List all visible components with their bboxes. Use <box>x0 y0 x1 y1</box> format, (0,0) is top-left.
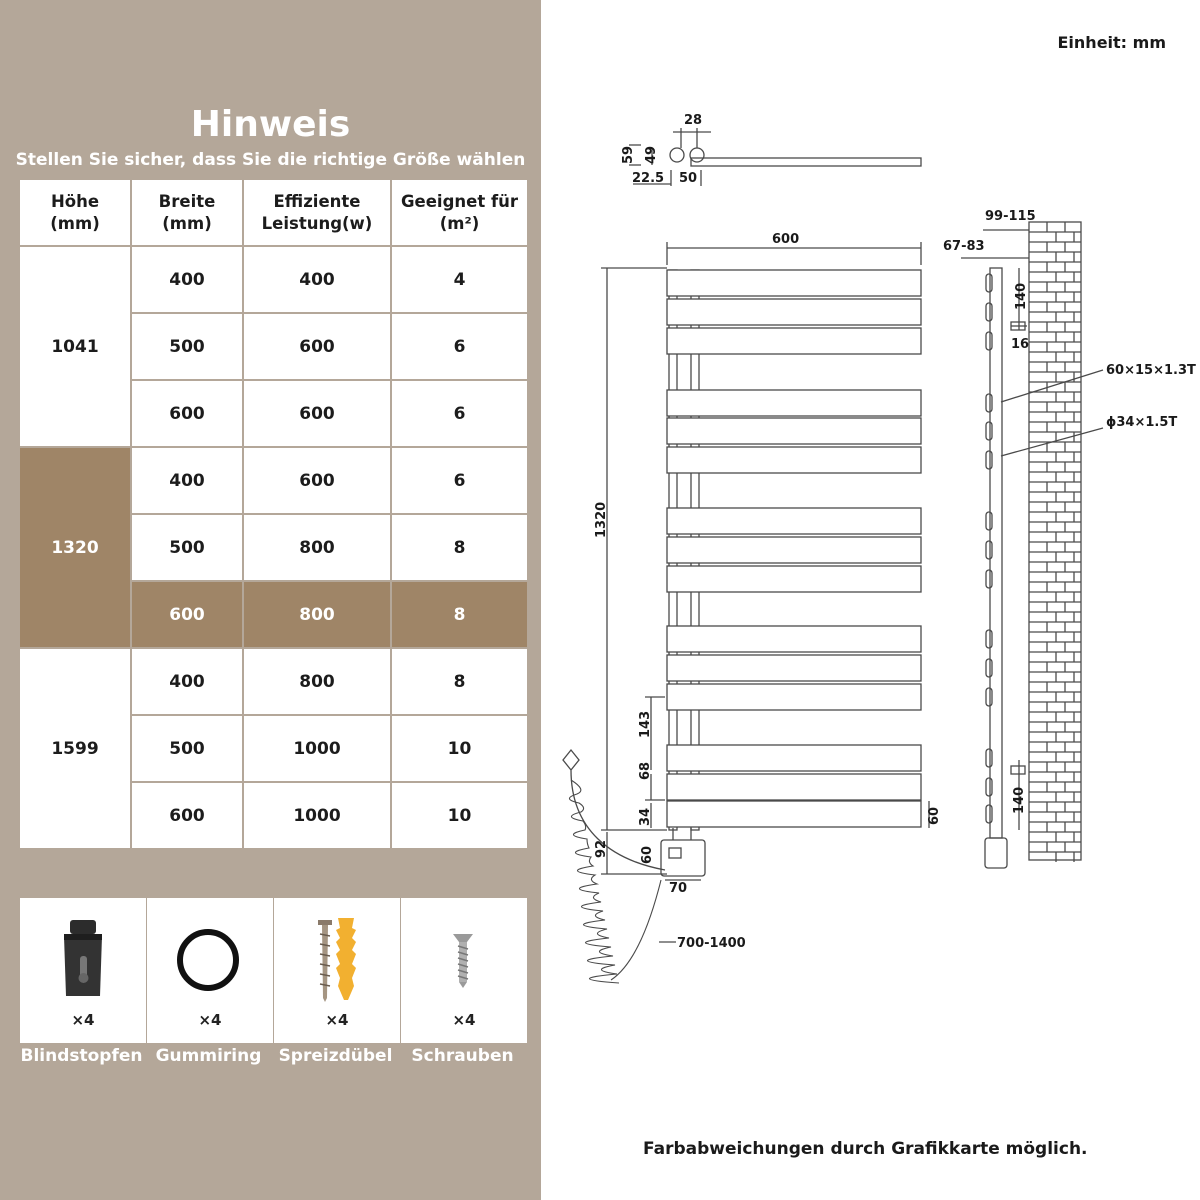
side-bar-end <box>986 805 992 823</box>
width-cell: 400 <box>131 246 243 313</box>
info-panel <box>0 0 541 1200</box>
towel-bar <box>667 447 921 473</box>
dim-28: 28 <box>684 113 703 128</box>
side-bar-end <box>986 303 992 321</box>
heater-box <box>661 840 705 876</box>
side-bar-end <box>986 274 992 292</box>
power-cell: 600 <box>243 313 391 380</box>
width-cell: 500 <box>131 514 243 581</box>
accessory-blindstopfen <box>20 898 146 1043</box>
towel-bar <box>667 299 921 325</box>
table-header-row <box>19 179 528 246</box>
area-cell: 8 <box>391 581 528 648</box>
accessory-name-spreizduebel: Spreizdübel <box>278 1046 393 1066</box>
dim-50: 50 <box>679 171 698 186</box>
dim-cable: 700-1400 <box>677 936 746 951</box>
area-cell: 6 <box>391 313 528 380</box>
footer-note: Farbabweichungen durch Grafikkarte möglich. <box>643 1139 1088 1159</box>
side-bar-end <box>986 512 992 530</box>
towel-bar <box>667 566 921 592</box>
side-bar-end <box>986 451 992 469</box>
dim-68: 68 <box>638 761 653 780</box>
towel-bar <box>667 655 921 681</box>
dim-92: 92 <box>594 839 609 858</box>
area-cell: 6 <box>391 447 528 514</box>
dim-60-heater: 60 <box>640 845 655 864</box>
heater-display <box>669 848 681 858</box>
accessory-spreizduebel <box>274 898 400 1043</box>
power-cell: 800 <box>243 648 391 715</box>
side-bar-end <box>986 630 992 648</box>
side-bar-end <box>986 394 992 412</box>
width-cell: 500 <box>131 313 243 380</box>
width-cell: 500 <box>131 715 243 782</box>
accessory-name-blindstopfen: Blindstopfen <box>20 1046 143 1066</box>
unit-label: Einheit: mm <box>1057 33 1166 52</box>
accessory-name-gummiring: Gummiring <box>155 1046 262 1066</box>
side-bar-end <box>986 749 992 767</box>
blind-plug-icon <box>20 898 146 1008</box>
dim-height-1320: 1320 <box>594 501 609 538</box>
hinweis-title: Hinweis <box>190 104 351 145</box>
side-bar-end <box>986 570 992 588</box>
top-view-bar <box>691 158 921 166</box>
towel-bar <box>667 745 921 771</box>
top-view-tube <box>670 148 684 162</box>
dim-140-top: 140 <box>1014 282 1029 310</box>
dim-tube-round: ϕ34×1.5T <box>1106 415 1178 430</box>
height-cell-highlighted: 1320 <box>19 447 131 648</box>
area-cell: 8 <box>391 648 528 715</box>
power-cell: 400 <box>243 246 391 313</box>
accessory-schrauben <box>401 898 527 1043</box>
dim-67-83: 67-83 <box>943 239 985 254</box>
power-cell: 800 <box>243 514 391 581</box>
area-cell: 10 <box>391 782 528 849</box>
dim-width-600: 600 <box>772 232 800 247</box>
brick-wall <box>1029 222 1081 860</box>
towel-bar <box>667 684 921 710</box>
width-cell: 400 <box>131 648 243 715</box>
power-cell: 1000 <box>243 782 391 849</box>
dim-140-bottom: 140 <box>1012 786 1027 814</box>
header-hoehe: Höhe (mm) <box>19 179 131 246</box>
side-bar-end <box>986 422 992 440</box>
header-breite: Breite (mm) <box>131 179 243 246</box>
towel-bar <box>667 270 921 296</box>
width-cell: 400 <box>131 447 243 514</box>
towel-bar <box>667 774 921 800</box>
towel-bar <box>667 537 921 563</box>
technical-drawing <box>541 0 1200 1200</box>
width-cell: 600 <box>131 782 243 849</box>
dim-tube-flat: 60×15×1.3T <box>1106 363 1196 378</box>
towel-bar <box>667 390 921 416</box>
towel-bar <box>667 801 921 827</box>
width-cell: 600 <box>131 581 243 648</box>
accessory-count: ×4 <box>71 1011 95 1029</box>
pointer-line <box>1001 370 1103 402</box>
rubber-ring-icon <box>147 898 273 1008</box>
dim-22-5: 22.5 <box>632 171 665 186</box>
area-cell: 4 <box>391 246 528 313</box>
width-cell: 600 <box>131 380 243 447</box>
header-leistung: Effiziente Leistung(w) <box>243 179 391 246</box>
power-cell: 1000 <box>243 715 391 782</box>
height-cell: 1599 <box>19 648 131 849</box>
dim-16: 16 <box>1011 337 1030 352</box>
area-cell: 6 <box>391 380 528 447</box>
table-row <box>19 246 528 313</box>
table-row <box>19 447 528 514</box>
screw-icon <box>401 898 527 1008</box>
accessory-count: ×4 <box>198 1011 222 1029</box>
power-cell: 600 <box>243 380 391 447</box>
dim-49: 49 <box>644 145 659 164</box>
side-bar-end <box>986 332 992 350</box>
cable-coil <box>569 780 619 983</box>
side-heater <box>985 838 1007 868</box>
header-geeignet: Geeignet für (m²) <box>391 179 528 246</box>
table-row <box>19 648 528 715</box>
dim-143: 143 <box>638 710 653 738</box>
dim-34: 34 <box>638 807 653 826</box>
area-cell: 10 <box>391 715 528 782</box>
accessory-count: ×4 <box>325 1011 349 1029</box>
cable-coil <box>611 880 661 980</box>
dim-60-right: 60 <box>927 806 942 825</box>
size-table <box>18 178 529 850</box>
accessory-gummiring <box>147 898 273 1043</box>
hinweis-subtitle: Stellen Sie sicher, dass Sie die richtige Größe wählen <box>15 150 526 170</box>
accessory-name-schrauben: Schrauben <box>411 1046 514 1066</box>
towel-bar <box>667 328 921 354</box>
top-view-tube <box>690 148 704 162</box>
side-bracket-bottom <box>1011 766 1025 774</box>
dim-59: 59 <box>621 145 636 164</box>
dim-99-115: 99-115 <box>985 209 1036 224</box>
towel-bar <box>667 626 921 652</box>
wall-plug-icon <box>274 898 400 1008</box>
side-bar-end <box>986 688 992 706</box>
towel-bar <box>667 418 921 444</box>
dim-70: 70 <box>669 881 688 896</box>
side-bar-end <box>986 778 992 796</box>
towel-bar <box>667 508 921 534</box>
power-cell: 600 <box>243 447 391 514</box>
area-cell: 8 <box>391 514 528 581</box>
side-bar-end <box>986 541 992 559</box>
accessory-count: ×4 <box>452 1011 476 1029</box>
power-cell: 800 <box>243 581 391 648</box>
height-cell: 1041 <box>19 246 131 447</box>
side-bar-end <box>986 659 992 677</box>
